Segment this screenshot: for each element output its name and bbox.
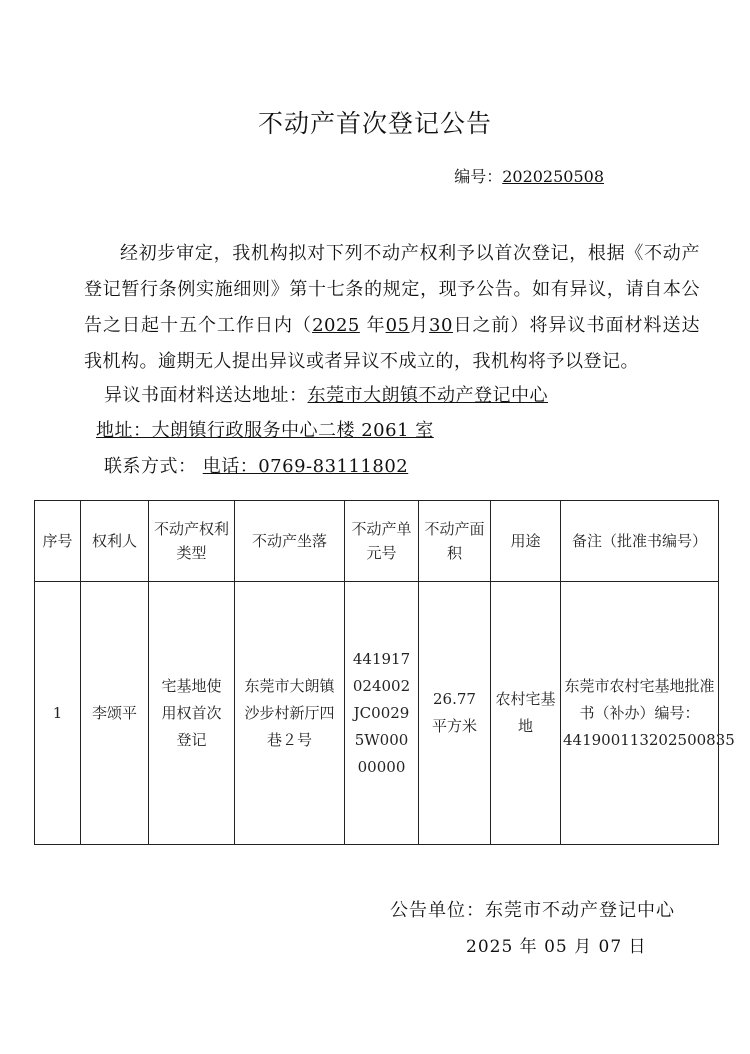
cell-owner: 李颂平 [81,582,149,845]
cell-usage: 农村宅基地 [491,582,561,845]
cell-no: 1 [35,582,81,845]
header-area: 不动产面积 [419,501,491,582]
notice-body [84,236,700,380]
body-text-b: ）将异议书面材料送达我机构。逾期无人提出异议或者异议不成立的，我机构将予以登记。 [84,315,701,372]
deadline-year: 2025 [312,315,360,336]
contact-label: 联系方式： [104,456,197,477]
cell-note: 东莞市农村宅基地批准书（补办）编号：441900113202500835 [561,582,719,845]
header-location: 不动产坐落 [235,501,345,582]
document-number [454,164,604,187]
objection-address-value: 东莞市大朗镇不动产登记中心 [307,385,548,406]
page-title: 不动产首次登记公告 [257,109,492,138]
publish-date: 2025 年 05 月 07 日 [466,937,647,957]
office-address-label: 地址： [96,420,152,441]
deadline-year-suffix: 年 [366,315,386,336]
deadline-day: 30 [429,315,453,336]
cell-location: 东莞市大朗镇沙步村新厅四巷２号 [235,582,345,845]
objection-address-label: 异议书面材料送达地址： [104,385,308,406]
contact-phone: 电话：0769-83111802 [202,456,409,477]
publisher: 公告单位：东莞市不动产登记中心 [390,900,675,921]
cell-area: 26.77平方米 [419,582,491,845]
table-row [35,582,719,845]
deadline-month: 05 [385,315,410,336]
cell-unit-no: 441917024002JC00295W00000000 [345,582,419,845]
header-note: 备注（批准书编号） [561,501,719,582]
objection-address-line [104,381,548,407]
cell-right-type: 宅基地使用权首次登记 [149,582,235,845]
header-right-type: 不动产权利类型 [149,501,235,582]
header-no: 序号 [35,501,81,582]
header-usage: 用途 [491,501,561,582]
deadline-month-suffix: 月 [409,315,430,336]
header-owner: 权利人 [81,501,149,582]
document-number-value: 2020250508 [502,167,604,186]
document-number-label: 编号： [454,167,503,186]
office-address-value: 大朗镇行政服务中心二楼 2061 室 [151,420,434,441]
body-text-a: 经初步审定，我机构拟对下列不动产权利予以首次登记，根据《不动产登记暂行条例实施细则》第十七条的规定，现予公告。如有异议，请自本公告之日起十五个工作日内（ [84,243,700,336]
deadline-day-suffix: 日之前 [452,315,511,336]
header-unit-no: 不动产单元号 [345,501,419,582]
contact-line [104,452,408,478]
table-header-row [35,501,719,582]
registration-table [34,500,735,845]
office-address-line [96,416,434,442]
